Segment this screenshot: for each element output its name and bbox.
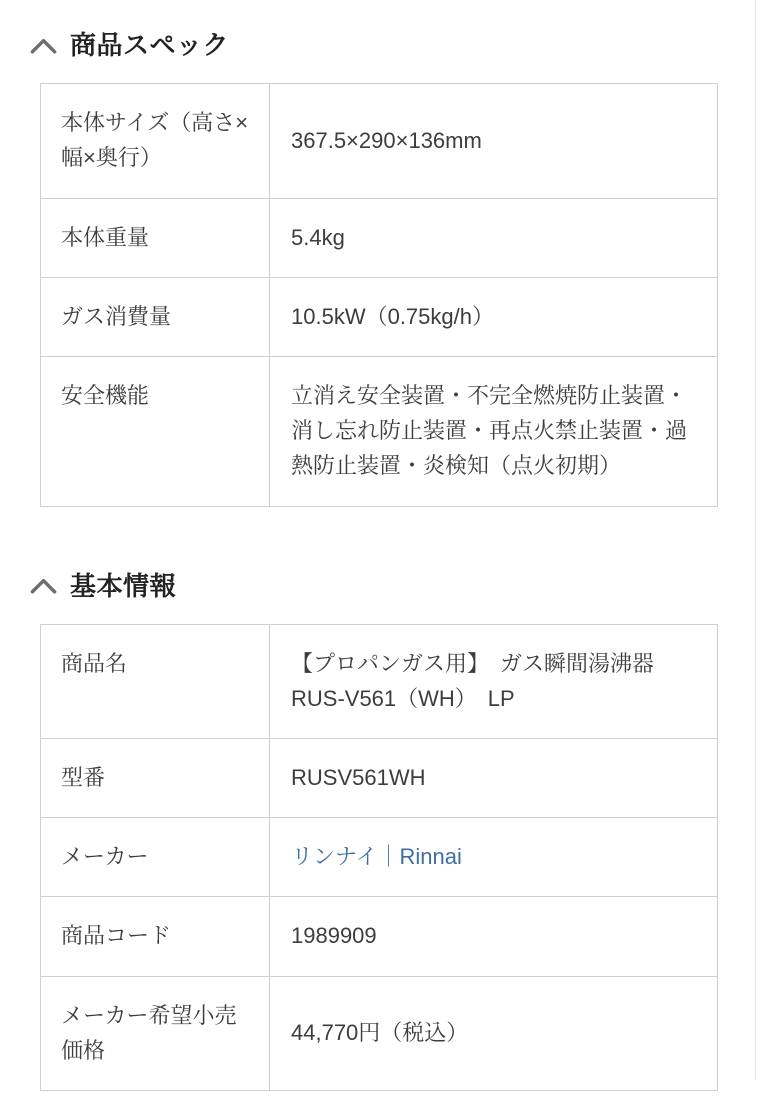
row-value: 立消え安全装置・不完全燃焼防止装置・消し忘れ防止装置・再点火禁止装置・過熱防止装置・炎検知（点火初期） bbox=[270, 356, 718, 506]
row-value: 【プロパンガス用】 ガス瞬間湯沸器 RUS-V561（WH） LP bbox=[270, 624, 718, 738]
row-label: 本体サイズ（高さ×幅×奥行） bbox=[41, 84, 270, 198]
basic-info-table bbox=[40, 624, 718, 1091]
maker-link[interactable]: リンナイ｜Rinnai bbox=[291, 844, 462, 870]
row-label: 安全機能 bbox=[41, 356, 270, 506]
table-row bbox=[41, 897, 718, 976]
section-product-spec bbox=[40, 30, 720, 507]
row-label: 商品名 bbox=[41, 624, 270, 738]
row-value: RUSV561WH bbox=[270, 739, 718, 818]
section-header-basic-info[interactable] bbox=[30, 571, 720, 602]
table-row bbox=[41, 818, 718, 897]
row-value bbox=[270, 818, 718, 897]
row-label: ガス消費量 bbox=[41, 277, 270, 356]
row-value: 1989909 bbox=[270, 897, 718, 976]
row-value: 367.5×290×136mm bbox=[270, 84, 718, 198]
table-row bbox=[41, 277, 718, 356]
row-label: 型番 bbox=[41, 739, 270, 818]
section-title-product-spec: 商品スペック bbox=[70, 30, 230, 60]
row-value: 10.5kW（0.75kg/h） bbox=[270, 277, 718, 356]
section-basic-info bbox=[40, 571, 720, 1092]
row-value: 5.4kg bbox=[270, 198, 718, 277]
row-value: 44,770円（税込） bbox=[270, 976, 718, 1090]
chevron-up-icon bbox=[30, 577, 57, 595]
page-right-edge-divider bbox=[755, 0, 756, 1080]
table-row bbox=[41, 356, 718, 506]
table-row bbox=[41, 198, 718, 277]
row-label: 本体重量 bbox=[41, 198, 270, 277]
row-label: メーカー希望小売価格 bbox=[41, 976, 270, 1090]
section-title-basic-info: 基本情報 bbox=[70, 570, 177, 601]
table-row bbox=[41, 739, 718, 818]
table-row bbox=[41, 84, 718, 198]
table-row bbox=[41, 976, 718, 1090]
table-row bbox=[41, 624, 718, 738]
section-header-product-spec[interactable] bbox=[30, 30, 720, 61]
row-label: メーカー bbox=[41, 818, 270, 897]
row-label: 商品コード bbox=[41, 897, 270, 976]
chevron-up-icon bbox=[30, 37, 57, 55]
product-spec-table bbox=[40, 83, 718, 506]
